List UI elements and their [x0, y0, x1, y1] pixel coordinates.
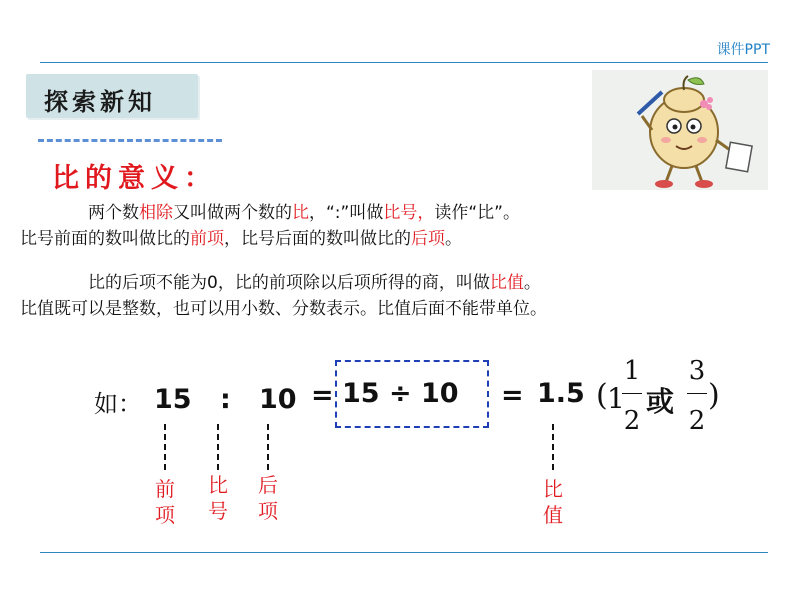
label-front-term: [151, 476, 179, 528]
label-char: 后: [258, 473, 278, 497]
text: ，比号后面的数叫做比的: [224, 229, 411, 249]
label-char: 号: [208, 499, 228, 523]
mixed-whole: 1: [607, 382, 625, 415]
text: ，“:”叫做: [309, 203, 384, 223]
fraction2-bar: [687, 393, 707, 394]
text: 。: [445, 229, 462, 249]
highlight-ratio-sign: 比号，: [383, 203, 435, 223]
label-ratio-value: [539, 476, 567, 528]
mascot-illustration: [592, 70, 768, 190]
text: 比值既可以是整数，也可以用小数、分数表示。比值后面不能带单位。: [20, 299, 547, 319]
label-back-term: [254, 472, 282, 524]
example-back-term: 10: [259, 384, 297, 415]
header-divider: [40, 62, 768, 63]
fraction1-bar: [622, 393, 642, 394]
pointer-back-term: [267, 424, 269, 470]
text: 读作“比”。: [434, 203, 520, 223]
pointer-front-term: [164, 424, 166, 470]
paren-open: (: [596, 378, 608, 413]
highlight-back-term: 后项: [411, 229, 445, 249]
highlight-divide: 相除: [139, 203, 173, 223]
paragraph-ratio-value: [20, 270, 766, 322]
text: 比号前面的数叫做比的: [20, 229, 190, 249]
example-equals-2: =: [501, 380, 524, 411]
text: 又叫做两个数的: [173, 203, 292, 223]
text: 比的后项不能为0，比的前项除以后项所得的商，叫做: [88, 273, 490, 293]
label-ratio-sign: [204, 472, 232, 524]
fraction1-numerator: 1: [623, 356, 641, 386]
section-dashed-underline: [38, 139, 222, 142]
label-char: 比: [543, 477, 563, 501]
footer-divider: [40, 552, 768, 553]
paren-close: ): [708, 378, 720, 413]
example-front-term: 15: [154, 384, 192, 415]
pointer-ratio-value: [552, 424, 554, 470]
paragraph-definition: [20, 200, 766, 252]
fraction2-denominator: 2: [688, 406, 706, 436]
example-division: 15 ÷ 10: [342, 378, 459, 409]
definition-heading: 比的意义：: [52, 163, 217, 194]
label-char: 值: [543, 503, 563, 527]
example-ratio-value: 1.5: [537, 378, 585, 409]
pear-mascot-icon: [592, 70, 768, 190]
label-char: 前: [155, 477, 175, 501]
or-word: 或: [646, 385, 675, 418]
fraction1-denominator: 2: [623, 406, 641, 436]
brand-label: 课件PPT: [716, 42, 770, 58]
example-equals-1: =: [311, 380, 334, 411]
example-prefix: 如：: [94, 390, 142, 418]
text: 两个数: [88, 203, 139, 223]
label-char: 项: [258, 499, 278, 523]
label-char: 比: [208, 473, 228, 497]
label-char: 项: [155, 503, 175, 527]
example-colon: :: [220, 384, 231, 415]
pointer-ratio-sign: [217, 424, 219, 470]
highlight-ratio-value: 比值: [489, 273, 524, 293]
fraction2-numerator: 3: [688, 356, 706, 386]
section-title: 探索新知: [44, 87, 156, 116]
text: 。: [523, 273, 541, 293]
highlight-ratio: 比: [292, 203, 309, 223]
highlight-front-term: 前项: [190, 229, 224, 249]
